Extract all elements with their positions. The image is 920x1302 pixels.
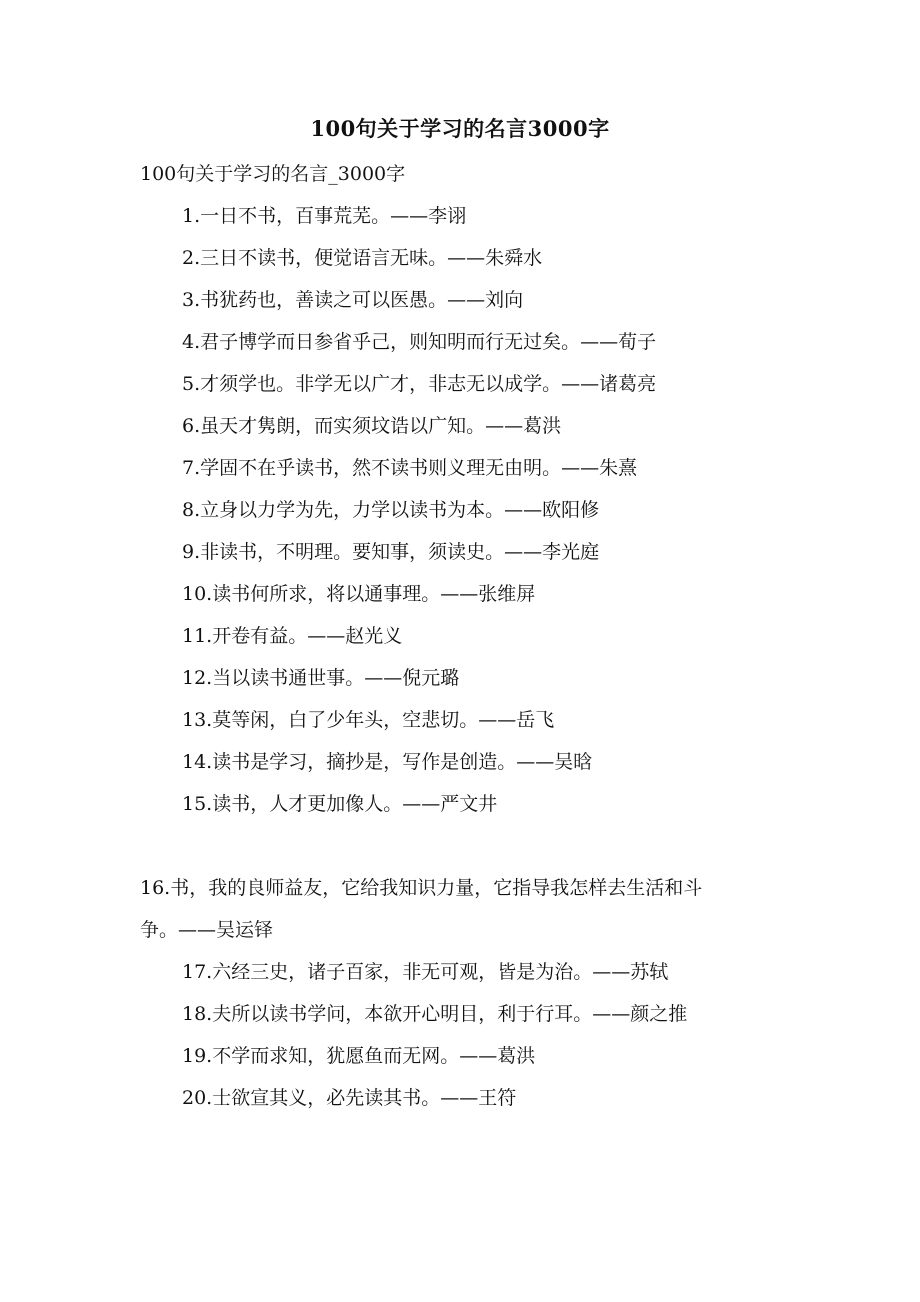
quote-item: 18.夫所以读书学问，本欲开心明目，利于行耳。——颜之推	[182, 1003, 688, 1025]
quote-item: 19.不学而求知，犹愿鱼而无网。——葛洪	[182, 1045, 536, 1067]
quote-item: 12.当以读书通世事。——倪元璐	[182, 667, 460, 689]
quote-item: 11.开卷有益。——赵光义	[182, 625, 403, 647]
quote-item: 9.非读书，不明理。要知事，须读史。——李光庭	[182, 541, 600, 563]
quote-item: 14.读书是学习，摘抄是，写作是创造。——吴晗	[182, 751, 593, 773]
quote-16-line2: 争。——吴运铎	[140, 919, 274, 941]
quote-list-part2	[182, 958, 687, 1126]
quote-list-part1	[182, 202, 656, 832]
document-subtitle: 100句关于学习的名言_3000字	[140, 163, 406, 185]
quote-item: 15.读书，人才更加像人。——严文井	[182, 793, 498, 815]
quote-16-line1: 16.书，我的良师益友，它给我知识力量，它指导我怎样去生活和斗	[140, 877, 703, 899]
quote-item: 7.学固不在乎读书，然不读书则义理无由明。——朱熹	[182, 457, 638, 479]
quote-item: 10.读书何所求，将以通事理。——张维屏	[182, 583, 536, 605]
quote-item: 3.书犹药也，善读之可以医愚。——刘向	[182, 289, 524, 311]
quote-item: 5.才须学也。非学无以广才，非志无以成学。——诸葛亮	[182, 373, 657, 395]
quote-paragraph-16	[140, 874, 790, 958]
quote-item: 2.三日不读书，便觉语言无味。——朱舜水	[182, 247, 543, 269]
quote-item: 6.虽天才隽朗，而实须坟诰以广知。——葛洪	[182, 415, 562, 437]
quote-item: 1.一日不书，百事荒芜。——李诩	[182, 205, 467, 227]
document-title: 100句关于学习的名言3000字	[310, 116, 610, 141]
quote-item: 20.士欲宣其义，必先读其书。——王符	[182, 1087, 517, 1109]
quote-item: 13.莫等闲，白了少年头，空悲切。——岳飞	[182, 709, 555, 731]
quote-item: 8.立身以力学为先，力学以读书为本。——欧阳修	[182, 499, 600, 521]
quote-item: 4.君子博学而日参省乎己，则知明而行无过矣。——荀子	[182, 331, 657, 353]
quote-item: 17.六经三史，诸子百家，非无可观，皆是为治。——苏轼	[182, 961, 669, 983]
